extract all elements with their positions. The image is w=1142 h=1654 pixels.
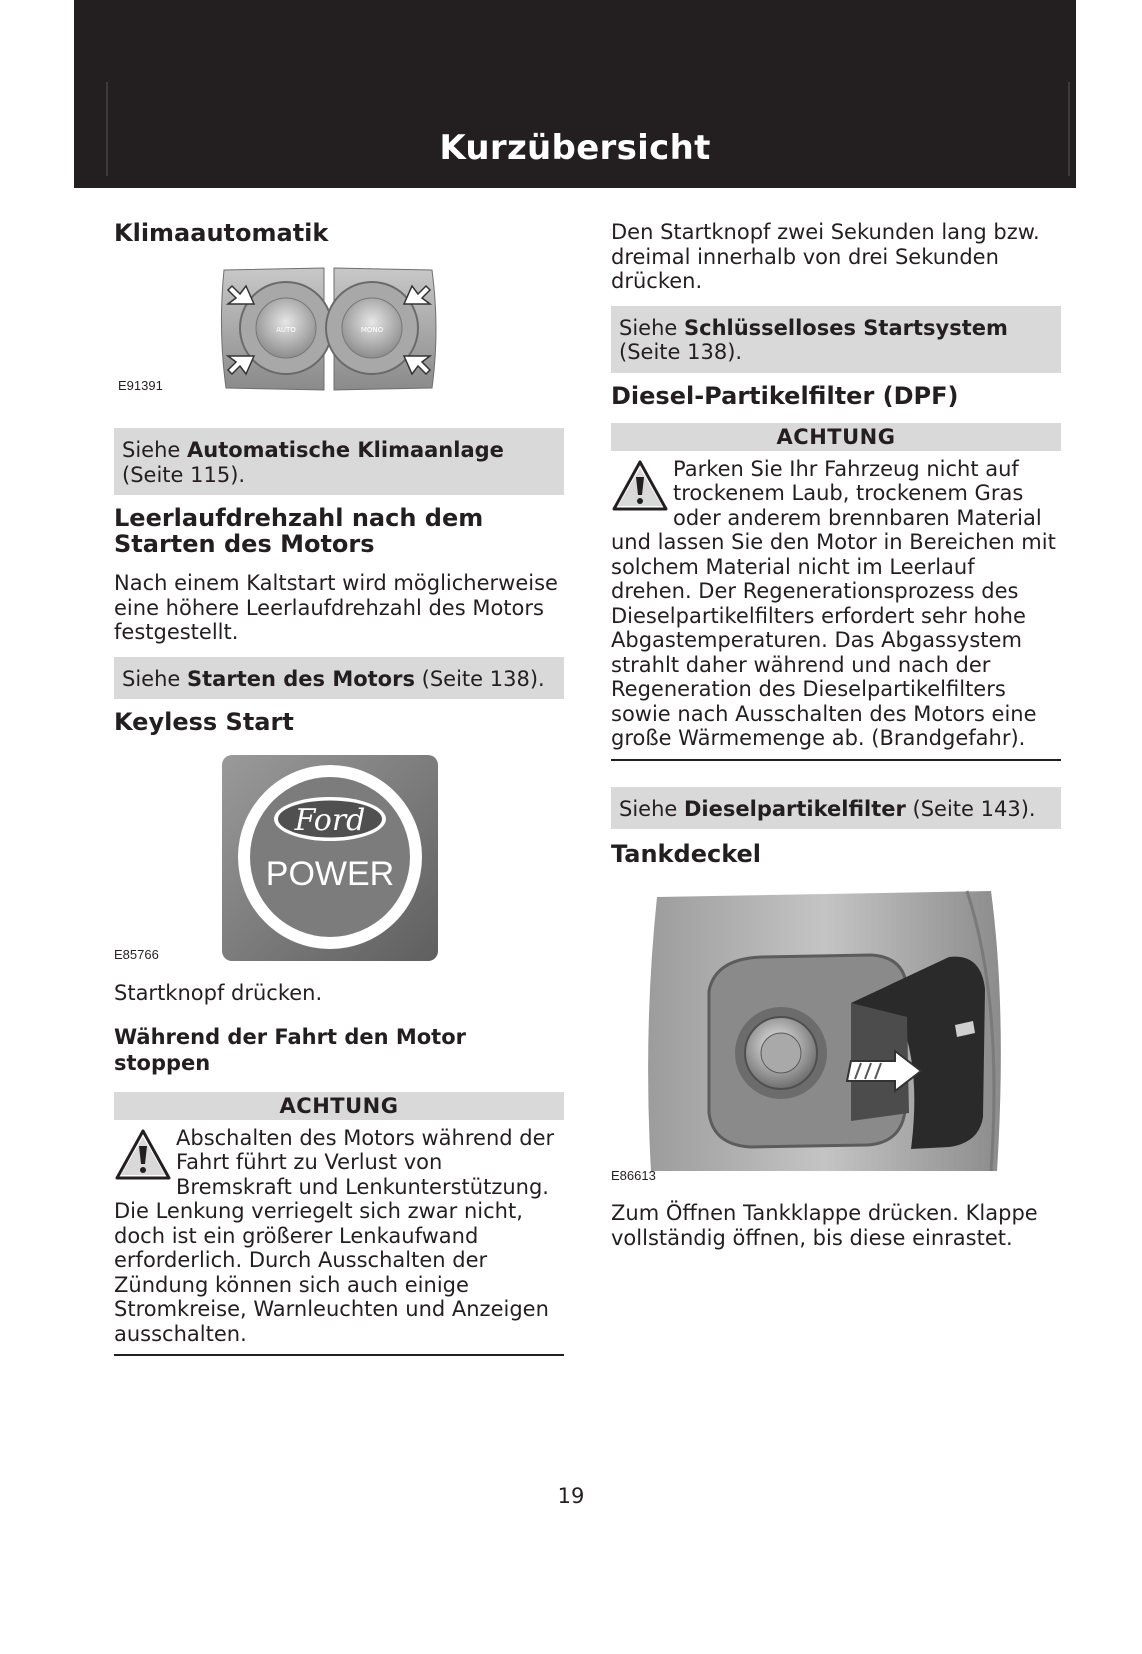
dpf-warning (611, 457, 1061, 761)
climate-reference (114, 428, 564, 495)
climate-control-illustration (114, 260, 564, 402)
climate-ref-prefix: Siehe (122, 438, 187, 462)
dpf-ref-page: (Seite 143). (905, 796, 1036, 821)
climate-ref-page: (Seite 115). (122, 462, 246, 487)
dpf-warning-header: ACHTUNG (611, 423, 1061, 451)
stop-warning-header: ACHTUNG (114, 1092, 564, 1120)
dpf-reference (611, 787, 1061, 830)
page-header (74, 0, 1076, 188)
header-title: Kurzübersicht (439, 128, 711, 168)
dpf-title: Diesel-Partikelfilter (DPF) (611, 381, 959, 410)
climate-auto-label: AUTO (276, 326, 296, 334)
keyless-text: Startknopf drücken. (114, 981, 323, 1005)
climate-ref-link[interactable]: Automatische Klimaanlage (187, 438, 504, 462)
fuel-text: Zum Öffnen Tankklappe drücken. Klappe vollständig öffnen, bis diese einrastet. (611, 1201, 1038, 1250)
idle-ref-page: (Seite 138). (414, 666, 545, 691)
stop-warning-text: Abschalten des Motors während der Fahrt führt zu Verlust von Bremskraft und Lenkunterstützung. Die Lenkung verriegelt sich zwar nicht, doch ist ein größerer Lenkaufwand erforderlich. Durch Ausschalten der Zündung können sich auch einige Stromkreise, Warnleuchten und Anzeigen ausschalten. (114, 1125, 555, 1346)
idle-ref-prefix: Siehe (122, 666, 187, 691)
dpf-warning-text: Parken Sie Ihr Fahrzeug nicht auf trockenem Laub, trockenem Gras oder anderem brennbaren Material und lassen Sie den Motor in Bereichen mit solchem Material nicht im Leerlauf drehen. Der Regenerationsprozess des Dieselpartikelfilters erfordert sehr hohe Abgastemperaturen. Das Abgassystem strahlt daher während und nach der Regeneration des Dieselpartikelfilters sowie nach Ausschalten des Motors eine große Wärmemenge ab. (Brandgefahr). (611, 456, 1056, 750)
climate-figure-code: E91391 (118, 378, 163, 393)
stop-title: Während der Fahrt den Motor stoppen (114, 1024, 466, 1075)
ford-logo-text: Ford (294, 803, 366, 838)
power-label: POWER (265, 855, 395, 893)
fuel-figure (611, 881, 1061, 1181)
dpf-ref-link[interactable]: Dieselpartikelfilter (684, 796, 906, 821)
keyless-figure (114, 749, 564, 969)
power-button-illustration (114, 749, 564, 969)
fuel-figure-code: E86613 (611, 1168, 656, 1183)
keyless-ref-prefix: Siehe (619, 315, 684, 340)
keyless-title: Keyless Start (114, 708, 294, 736)
dpf-ref-prefix: Siehe (619, 796, 684, 821)
fuel-title: Tankdeckel (611, 840, 762, 868)
warning-triangle-icon (114, 1128, 172, 1182)
keyless-ref-page: (Seite 138). (619, 340, 743, 364)
start-instruction: Den Startknopf zwei Sekunden lang bzw. dreimal innerhalb von drei Sekunden drücken. (611, 220, 1040, 293)
warning-triangle-icon (611, 459, 669, 513)
idle-reference (114, 657, 564, 700)
idle-text: Nach einem Kaltstart wird möglicherweise eine höhere Leerlaufdrehzahl des Motors festgestellt. (114, 571, 558, 644)
fuel-door-illustration (611, 881, 1061, 1181)
left-column (114, 220, 564, 1356)
idle-ref-link[interactable]: Starten des Motors (187, 666, 415, 691)
keyless-reference (611, 306, 1061, 373)
keyless-figure-code: E85766 (114, 947, 159, 962)
right-column (611, 220, 1061, 1250)
climate-title: Klimaautomatik (114, 219, 329, 247)
idle-title: Leerlaufdrehzahl nach dem Starten des Motors (114, 504, 484, 558)
climate-figure (114, 260, 564, 402)
climate-mono-label: MONO (360, 326, 384, 334)
page-number: 19 (557, 1484, 585, 1508)
keyless-ref-link[interactable]: Schlüsselloses Startsystem (684, 315, 1008, 340)
stop-warning (114, 1126, 564, 1357)
